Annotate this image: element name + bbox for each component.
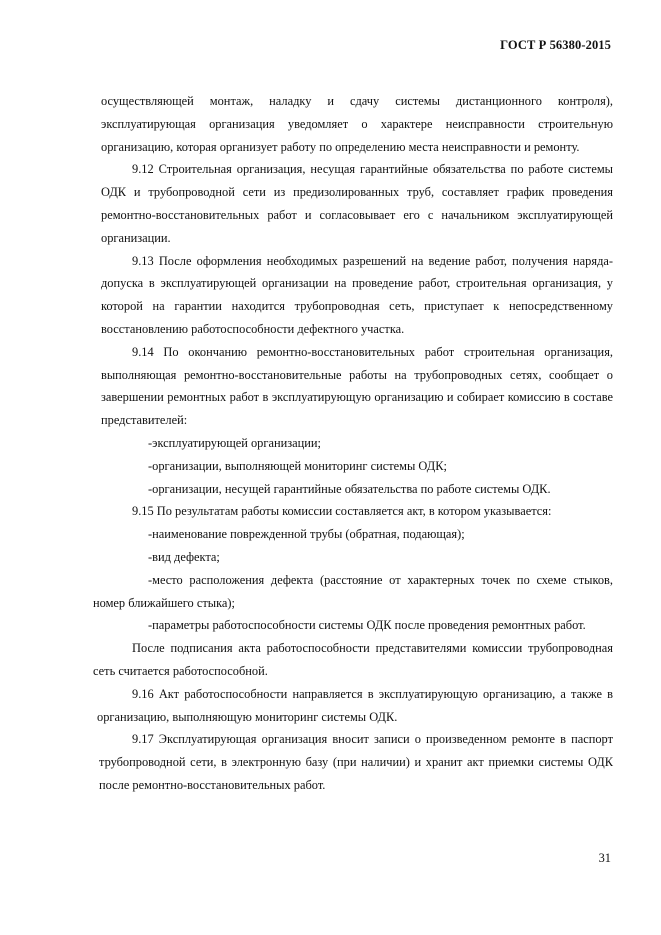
page-number: 31 — [598, 851, 611, 865]
list-item-915-4: -параметры работоспособности системы ОДК после проведения ремонтных работ. — [148, 618, 586, 633]
list-item-915-2: -вид дефекта; — [148, 549, 220, 564]
document-code-header: ГОСТ Р 56380-2015 — [500, 38, 611, 52]
list-item-914-1: -эксплуатирующей организации; — [148, 435, 321, 450]
list-item-914-3: -организации, несущей гарантийные обязательства по работе системы ОДК. — [148, 481, 551, 496]
list-item-914-2: -организации, выполняющей мониторинг системы ОДК; — [148, 458, 447, 473]
paragraph-9-17: 9.17 Эксплуатирующая организация вносит записи о произведенном ремонте в паспорт трубопроводной сети, в электронную базу (при наличии) и хранит акт приемки системы ОДК после ремонтно-восстановительных работ. — [99, 732, 613, 792]
list-item-915-1: -наименование поврежденной трубы (обратная, подающая); — [148, 527, 465, 542]
paragraph-9-13: 9.13 После оформления необходимых разрешений на ведение работ, получения наряда-допуска в эксплуатирующей организации на проведение работ, строительная организация, у которой на гарантии находится трубопроводная сеть, приступает к непосредственному восстановлению работоспособности дефектного участка. — [101, 253, 613, 336]
document-body — [93, 90, 613, 797]
paragraph-9-16: 9.16 Акт работоспособности направляется в эксплуатирующую организацию, а также в организацию, выполняющую мониторинг системы ОДК. — [97, 686, 613, 724]
paragraph-after-signing: После подписания акта работоспособности представителями комиссии трубопроводная сеть считается работоспособной. — [93, 641, 613, 678]
paragraph-9-12: 9.12 Строительная организация, несущая гарантийные обязательства по работе системы ОДК и трубопроводной сети из предизолированных труб, составляет график проведения ремонтно-восстановительных работ и согласовывает его с начальником эксплуатирующей организации. — [101, 162, 613, 245]
paragraph-9-15: 9.15 По результатам работы комиссии составляется акт, в котором указывается: — [132, 504, 552, 519]
paragraph-9-14: 9.14 По окончанию ремонтно-восстановительных работ строительная организация, выполняющая ремонтно-восстановительные работы на трубопроводных сетях, сообщает о завершении ремонтных работ в эксплуатирующую организацию и собирает комиссию в составе представителей: — [101, 344, 613, 428]
list-item-915-3: -место расположения дефекта (расстояние от характерных точек по схеме стыков, номер ближайшего стыка); — [93, 572, 613, 610]
paragraph-continuation: осуществляющей монтаж, наладку и сдачу системы дистанционного контроля), эксплуатирующая организация уведомляет о характере неисправности строительную организацию, которая организует работу по определению места неисправности и ремонту. — [101, 94, 613, 154]
